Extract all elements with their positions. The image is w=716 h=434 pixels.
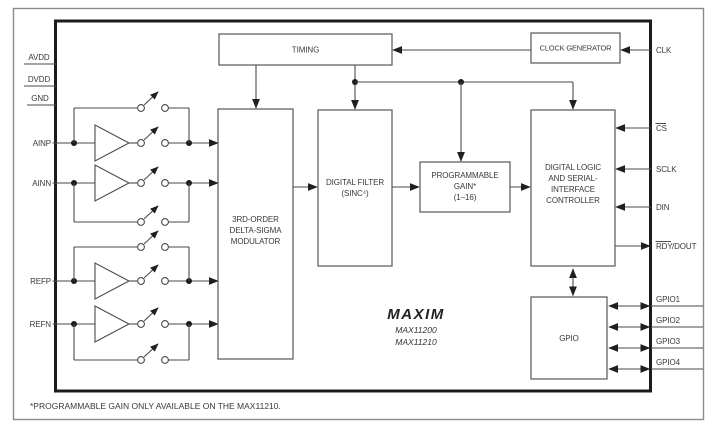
- brand-block: [387, 306, 445, 347]
- block-digital-filter-label-line2: (SINC⁴): [341, 189, 369, 198]
- pin-dout-label: /DOUT: [672, 242, 697, 251]
- block-digital-filter-label-line1: DIGITAL FILTER: [325, 178, 385, 187]
- pin-gnd-label: GND: [31, 94, 49, 103]
- pin-avdd-label: AVDD: [28, 53, 50, 62]
- pin-din-label: DIN: [656, 203, 670, 212]
- switch-arm-icon: [144, 206, 158, 219]
- maxim-logo: MAXIM: [387, 306, 445, 323]
- pin-ainn-label: AINN: [32, 179, 51, 188]
- buffer-amp-icon: [95, 165, 129, 201]
- pin-avdd: [24, 53, 56, 64]
- pin-ainp-label: AINP: [32, 139, 51, 148]
- switch-contact: [138, 321, 145, 328]
- switch-contact: [162, 357, 169, 364]
- block-digital-logic-label-line1: DIGITAL LOGIC: [544, 163, 602, 172]
- pin-gpio1-label: GPIO1: [656, 295, 680, 304]
- pin-refn-label: REFN: [29, 320, 51, 329]
- pin-sclk-label: SCLK: [656, 165, 677, 174]
- switch-contact: [162, 140, 169, 147]
- block-gpio-label: GPIO: [559, 334, 579, 343]
- block-modulator: [218, 109, 293, 359]
- block-modulator-label-line3: MODULATOR: [230, 237, 281, 246]
- buffer-amp-icon: [95, 306, 129, 342]
- switch-contact: [162, 105, 169, 112]
- pin-clk-label: CLK: [656, 46, 672, 55]
- block-digital-filter-box: [318, 110, 392, 266]
- pin-gpio3-label: GPIO3: [656, 337, 680, 346]
- switch-arm-icon: [144, 308, 158, 321]
- pin-refp-label: REFP: [30, 277, 51, 286]
- switch-contact: [138, 105, 145, 112]
- block-programmable-gain-label-line1: PROGRAMMABLE: [431, 171, 499, 180]
- model-number-1: MAX11200: [395, 325, 437, 335]
- pin-dvdd: [24, 75, 56, 86]
- block-programmable-gain-label-line2: GAIN*: [453, 182, 477, 191]
- switch-contact: [162, 244, 169, 251]
- switch-contact: [162, 278, 169, 285]
- block-digital-filter: [318, 110, 392, 266]
- pin-gnd: [27, 94, 56, 105]
- analog-channel-refn: [53, 306, 219, 363]
- switch-contact: [162, 180, 169, 187]
- switch-arm-icon: [144, 344, 158, 357]
- block-digital-logic-label-line4: CONTROLLER: [546, 196, 600, 205]
- block-digital-logic: [531, 110, 615, 266]
- block-modulator-label-line1: 3RD-ORDER: [232, 215, 279, 224]
- switch-contact: [162, 321, 169, 328]
- block-programmable-gain: [420, 162, 510, 212]
- block-timing-label: TIMING: [291, 45, 320, 55]
- switch-contact: [138, 244, 145, 251]
- switch-arm-icon: [144, 127, 158, 140]
- block-timing: [219, 34, 392, 65]
- pin-gpio2-label: GPIO2: [656, 316, 680, 325]
- switch-arm-icon: [144, 231, 158, 244]
- pin-gpio4-label: GPIO4: [656, 358, 680, 367]
- switch-arm-icon: [144, 167, 158, 180]
- analog-channel-ainn: [53, 165, 219, 225]
- analog-channel-refp: [53, 231, 219, 299]
- switch-arm-icon: [144, 265, 158, 278]
- buffer-amp-icon: [95, 263, 129, 299]
- block-programmable-gain-label-line3: (1–16): [453, 193, 477, 202]
- model-number-2: MAX11210: [395, 337, 437, 347]
- block-clock-generator: [531, 33, 620, 63]
- switch-arm-icon: [144, 92, 158, 105]
- switch-contact: [138, 140, 145, 147]
- block-digital-logic-label-line3: INTERFACE: [551, 185, 595, 194]
- analog-channel-ainp: [53, 92, 219, 161]
- block-digital-logic-label-line2: AND SERIAL-: [548, 174, 598, 183]
- switch-contact: [138, 278, 145, 285]
- pin-rdy-label: RDY: [656, 242, 673, 251]
- switch-contact: [138, 180, 145, 187]
- pin-cs-label: CS: [656, 124, 667, 133]
- block-modulator-label-line2: DELTA-SIGMA: [229, 226, 282, 235]
- pin-dvdd-label: DVDD: [27, 75, 51, 84]
- switch-contact: [162, 219, 169, 226]
- footnote: *PROGRAMMABLE GAIN ONLY AVAILABLE ON THE MAX11210.: [30, 401, 281, 411]
- block-gpio: [531, 297, 607, 379]
- block-clock-generator-label: CLOCK GENERATOR: [539, 43, 612, 53]
- switch-contact: [138, 357, 145, 364]
- switch-contact: [138, 219, 145, 226]
- buffer-amp-icon: [95, 125, 129, 161]
